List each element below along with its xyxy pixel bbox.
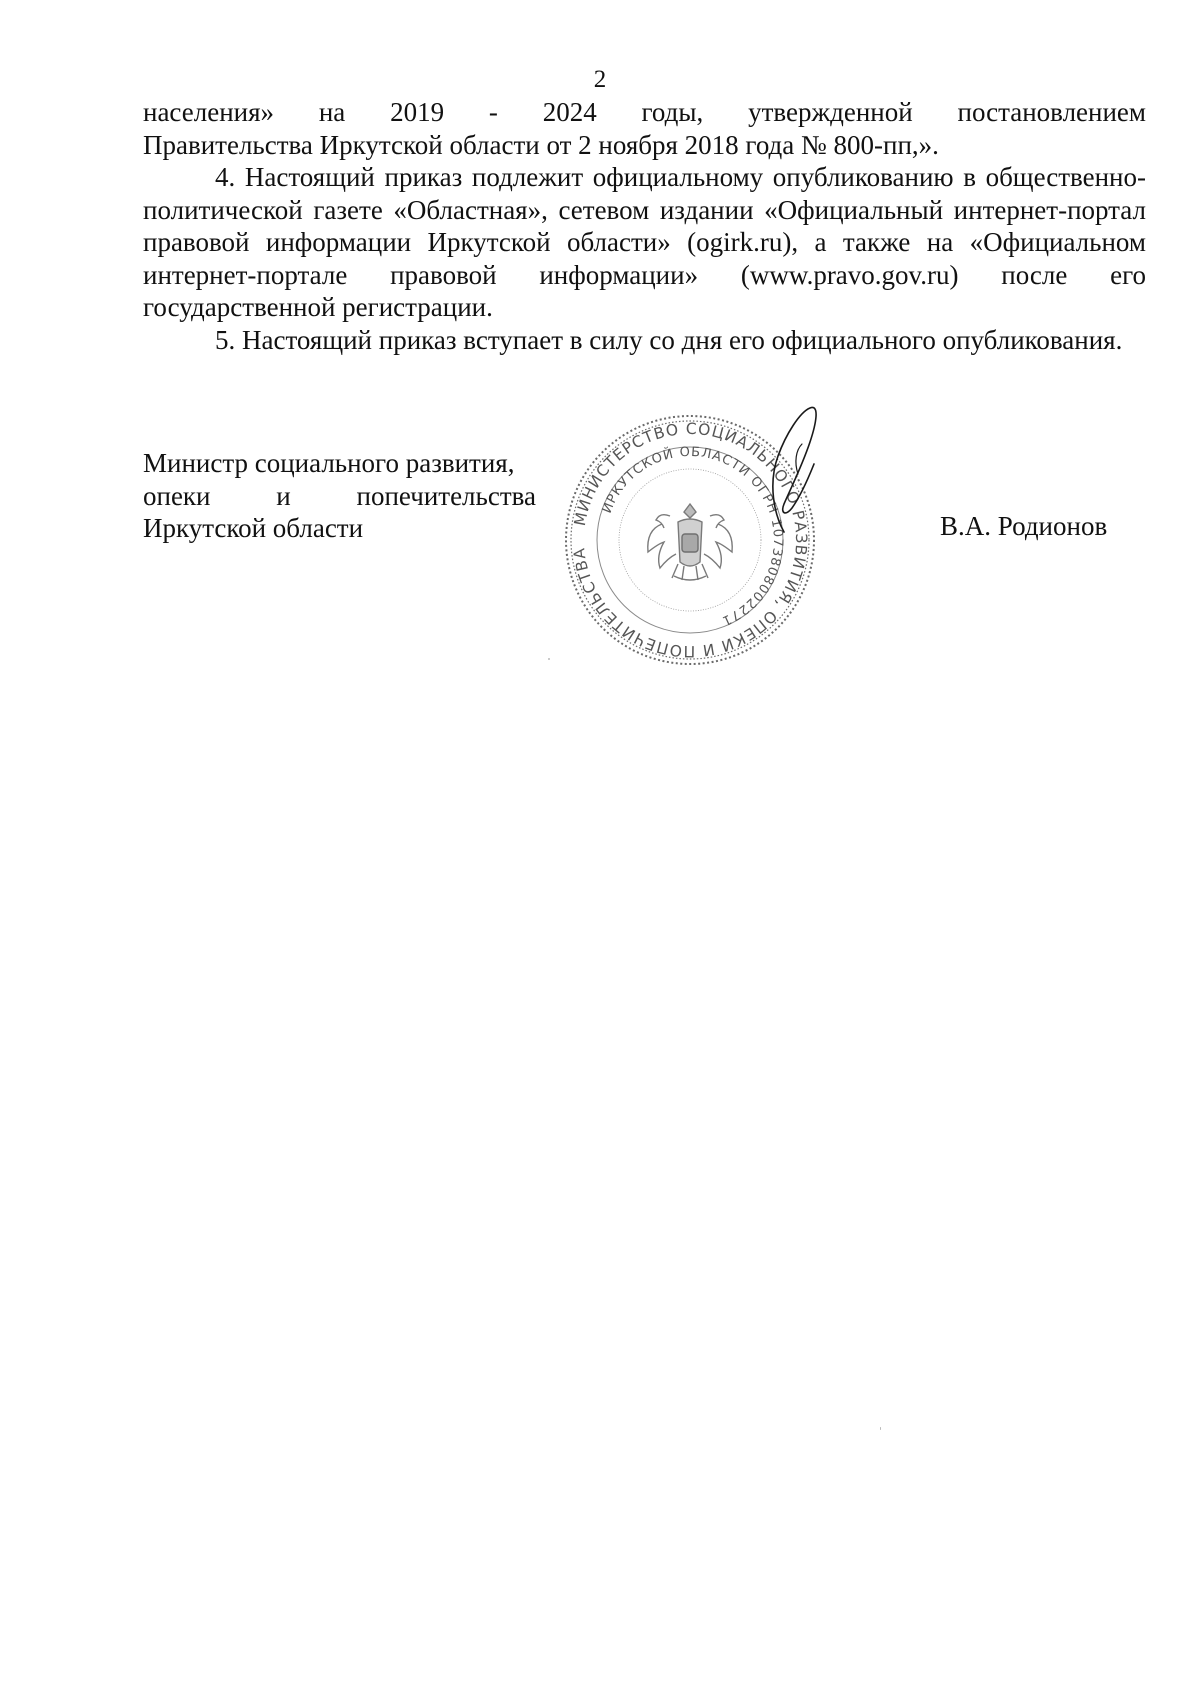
- paragraph-5: 5. Настоящий приказ вступает в силу со дня его официального опубликования.: [215, 324, 1123, 355]
- handwritten-signature: [738, 404, 848, 534]
- page-number: 2: [593, 66, 607, 93]
- scan-speck: [880, 1427, 881, 1430]
- paragraph-4: 4. Настоящий приказ подлежит официальному опубликованию в общественно-политической газете «Областная», сетевом издании «Официальный интернет-портал правовой информации Иркутской области» (ogirk.ru), а также на «Официальном интернет-портале правовой информации» (www.pravo.gov.ru) после его государственной регистрации.: [143, 162, 1146, 322]
- seal-inner-text: ИРКУТСКОЙ ОБЛАСТИ ОГРН 1073808002271: [599, 444, 786, 629]
- signatory-title-line: Иркутской области: [143, 513, 364, 543]
- signatory-title: [143, 447, 536, 545]
- document-body: [143, 96, 1146, 356]
- paragraph-line: населения» на 2019 - 2024 годы, утвержденной постановлением: [143, 97, 1146, 127]
- paragraph-line: Правительства Иркутской области от 2 ноября 2018 года № 800-пп,».: [143, 129, 939, 160]
- signatory-title-line: Министр социального развития,: [143, 448, 515, 478]
- coat-of-arms-emblem: [648, 504, 732, 580]
- scan-speck: [548, 658, 550, 660]
- signatory-title-line: опеки и попечительства: [143, 480, 536, 511]
- seal-outer-text: МИНИСТЕРСТВО СОЦИАЛЬНОГО РАЗВИТИЯ, ОПЕКИ И ПОПЕЧИТЕЛЬСТВА: [570, 419, 811, 661]
- signatory-name: В.А. Родионов: [940, 511, 1108, 541]
- paragraph-continuation: [143, 96, 1146, 161]
